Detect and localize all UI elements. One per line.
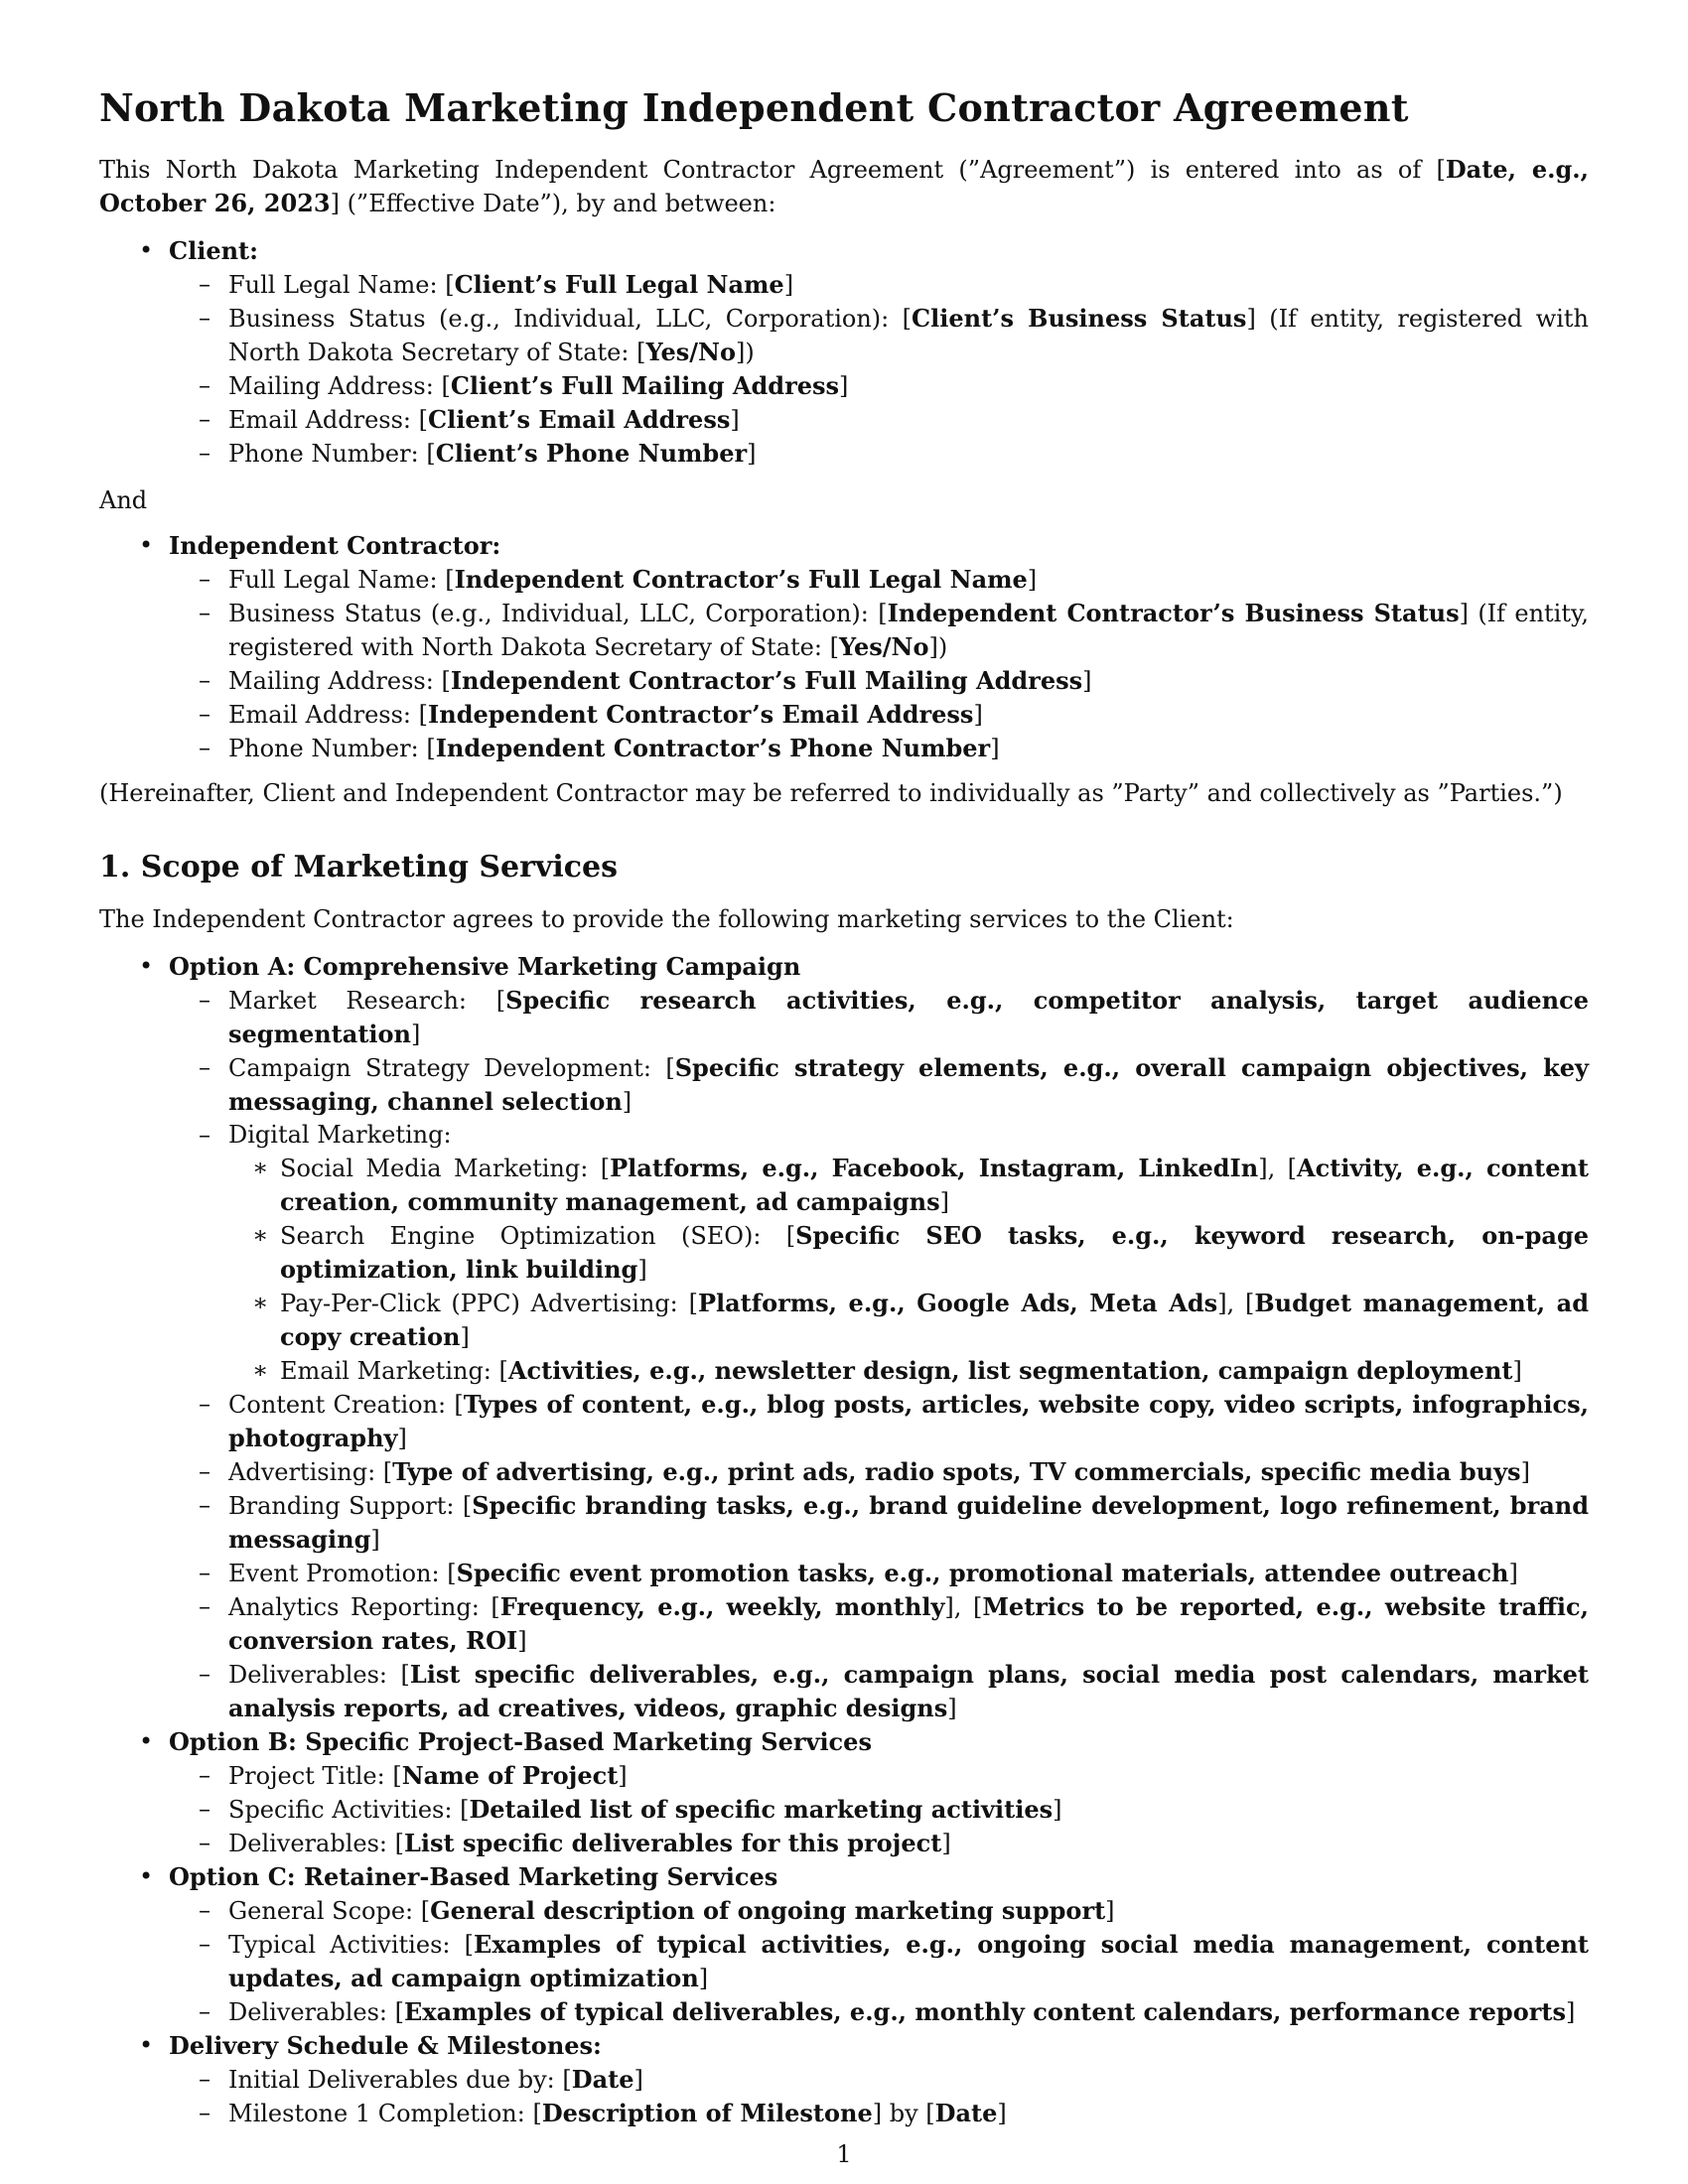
specific-activities-item: – Specific Activities: [Detailed list of specific marketing activities] (228, 1793, 1589, 1827)
social-media-item: ∗ Social Media Marketing: [Platforms, e.g., Facebook, Instagram, LinkedIn], [Activity, e.g., content creation, community management, ad campaigns] (280, 1152, 1589, 1219)
content-creation-item: – Content Creation: [Types of content, e.g., blog posts, articles, website copy, video scripts, infographics, photography] (228, 1388, 1589, 1455)
email-marketing-item: ∗ Email Marketing: [Activities, e.g., newsletter design, list segmentation, campaign deployment] (280, 1354, 1589, 1388)
digital-marketing-item: – Digital Marketing: ∗ Social Media Marketing: [Platforms, e.g., Facebook, Instagram, LinkedIn], [Activity, e.g., content creation, community management, ad campaigns] ∗ Search Engine Optimization (SEO): [Specific SEO tasks, e.g., keyword research, on-page optimization, link building] ∗ Pay-Per-Click (PPC) Advertising: [Platforms, e.g., Google Ads, Meta Ads], [Budget management, ad copy creation] ∗ Email Marketing: [Activities, e.g., newsletter design, list segmentation, campaign deployment] (228, 1119, 1589, 1388)
client-heading: Client: (169, 235, 258, 265)
document-title: North Dakota Marketing Independent Contractor Agreement (99, 85, 1409, 130)
option-a: • Option A: Comprehensive Marketing Campaign – Market Research: [Specific research activities, e.g., competitor analysis, target audience segmentation] – Campaign Strategy Development: [Specific strategy elements, e.g., overall campaign objectives, key messaging, channel selection] – Digital Marketing: ∗ Social Media Marketing: [Platforms, e.g., Facebook, Instagram, LinkedIn], [Activity, e.g., content creation, community management, ad campaigns] ∗ Search Engine Optimization (SEO): [Specific SEO tasks, e.g., keyword research, on-page optimization, link building] ∗ Pay-Per-Click (PPC) Advertising: [Platforms, e.g., Google Ads, Meta Ads], [Budget management, ad copy creation] ∗ Email Marketing: [Activities, e.g., newsletter design, list segmentation, campaign deployment] – Content Creation: [Types of content, e.g., blog posts, articles, website copy, video scripts, infographics, photography] – Advertising: [Type of advertising, e.g., print ads, radio spots, TV commercials, specific media buys] – Branding Support: [Specific branding tasks, e.g., brand guideline development, logo refinement, brand messaging] – Event Promotion: [Specific event promotion tasks, e.g., promotional materials, attendee outreach] – Analytics Reporting: [Frequency, e.g., weekly, monthly], [Metrics to be reported, e.g., website traffic, conversion rates, ROI] – Deliverables: [List specific deliverables, e.g., campaign plans, social media post calendars, market analysis reports, ad creatives, videos, graphic designs] (169, 950, 1589, 1725)
option-b: • Option B: Specific Project-Based Marketing Services – Project Title: [Name of Project] – Specific Activities: [Detailed list of specific marketing activities] – Deliverables: [List specific deliverables for this project] (169, 1725, 1589, 1860)
client-item (169, 234, 1589, 471)
contractor-heading: Independent Contractor: (169, 530, 501, 560)
hereinafter-paragraph: (Hereinafter, Client and Independent Contractor may be referred to individually as ”Party” and collectively as ”Parties.”) (99, 778, 1563, 807)
seo-item: ∗ Search Engine Optimization (SEO): [Specific SEO tasks, e.g., keyword research, on-page optimization, link building] (280, 1219, 1589, 1287)
document-page (99, 85, 1589, 2138)
deliverables-c-item: – Deliverables: [Examples of typical deliverables, e.g., monthly content calendars, performance reports] (228, 1995, 1589, 2029)
client-fields (169, 268, 1589, 471)
intro-paragraph: This North Dakota Marketing Independent Contractor Agreement (”Agreement”) is entered into as of [Date, e.g., October 26, 2023] (”Effective Date”), by and between: (99, 154, 1589, 217)
typical-activities-item: – Typical Activities: [Examples of typical activities, e.g., ongoing social media management, content updates, ad campaign optimization] (228, 1928, 1589, 1995)
client-email-field: – Email Address: [Client’s Email Address] (228, 403, 1589, 437)
client-status-field: – Business Status (e.g., Individual, LLC, Corporation): [Client’s Business Status] (If entity, registered with North Dakota Secretary of State: [Yes/No]) (228, 302, 1589, 369)
client-address-field: – Mailing Address: [Client’s Full Mailing Address] (228, 369, 1589, 403)
contractor-name-field: – Full Legal Name: [Independent Contractor’s Full Legal Name] (228, 563, 1589, 597)
project-title-item: – Project Title: [Name of Project] (228, 1759, 1589, 1793)
branding-item: – Branding Support: [Specific branding tasks, e.g., brand guideline development, logo refinement, brand messaging] (228, 1489, 1589, 1557)
general-scope-item: – General Scope: [General description of ongoing marketing support] (228, 1894, 1589, 1928)
milestone-1-item: – Milestone 1 Completion: [Description of Milestone] by [Date] (228, 2097, 1589, 2130)
contractor-email-field: – Email Address: [Independent Contractor’s Email Address] (228, 698, 1589, 732)
advertising-item: – Advertising: [Type of advertising, e.g., print ads, radio spots, TV commercials, specific media buys] (228, 1455, 1589, 1489)
page-number: 1 (836, 2140, 852, 2168)
contractor-block (99, 529, 1589, 765)
contractor-fields (169, 563, 1589, 765)
contractor-item (169, 529, 1589, 765)
initial-deliverables-item: – Initial Deliverables due by: [Date] (228, 2063, 1589, 2097)
effective-date-placeholder: Date, e.g., October 26, 2023 (99, 154, 1589, 217)
deliverables-a-item: – Deliverables: [List specific deliverables, e.g., campaign plans, social media post calendars, market analysis reports, ad creatives, videos, graphic designs] (228, 1658, 1589, 1725)
and-text: And (99, 485, 148, 514)
client-block (99, 234, 1589, 471)
client-phone-field: – Phone Number: [Client’s Phone Number] (228, 437, 1589, 471)
strategy-item: – Campaign Strategy Development: [Specific strategy elements, e.g., overall campaign objectives, key messaging, channel selection] (228, 1051, 1589, 1119)
section-1-heading: 1. Scope of Marketing Services (99, 849, 619, 885)
delivery-schedule: • Delivery Schedule & Milestones: – Initial Deliverables due by: [Date] – Milestone 1 Completion: [Description of Milestone] by [Date] (169, 2029, 1589, 2130)
ppc-item: ∗ Pay-Per-Click (PPC) Advertising: [Platforms, e.g., Google Ads, Meta Ads], [Budget management, ad copy creation] (280, 1287, 1589, 1354)
deliverables-b-item: – Deliverables: [List specific deliverables for this project] (228, 1827, 1589, 1860)
contractor-phone-field: – Phone Number: [Independent Contractor’s Phone Number] (228, 732, 1589, 765)
services-list (99, 950, 1589, 2130)
contractor-status-field: – Business Status (e.g., Individual, LLC, Corporation): [Independent Contractor’s Business Status] (If entity, registered with North Dakota Secretary of State: [Yes/No]) (228, 597, 1589, 664)
market-research-item: – Market Research: [Specific research activities, e.g., competitor analysis, target audience segmentation] (228, 984, 1589, 1051)
event-promotion-item: – Event Promotion: [Specific event promotion tasks, e.g., promotional materials, attendee outreach] (228, 1557, 1589, 1590)
section-1-intro: The Independent Contractor agrees to provide the following marketing services to the Client: (99, 904, 1234, 933)
contractor-address-field: – Mailing Address: [Independent Contractor’s Full Mailing Address] (228, 664, 1589, 698)
client-name-field: – Full Legal Name: [Client’s Full Legal Name] (228, 268, 1589, 302)
analytics-item: – Analytics Reporting: [Frequency, e.g., weekly, monthly], [Metrics to be reported, e.g., website traffic, conversion rates, ROI] (228, 1590, 1589, 1658)
option-c: • Option C: Retainer-Based Marketing Services – General Scope: [General description of ongoing marketing support] – Typical Activities: [Examples of typical activities, e.g., ongoing social media management, content updates, ad campaign optimization] – Deliverables: [Examples of typical deliverables, e.g., monthly content calendars, performance reports] (169, 1860, 1589, 2029)
